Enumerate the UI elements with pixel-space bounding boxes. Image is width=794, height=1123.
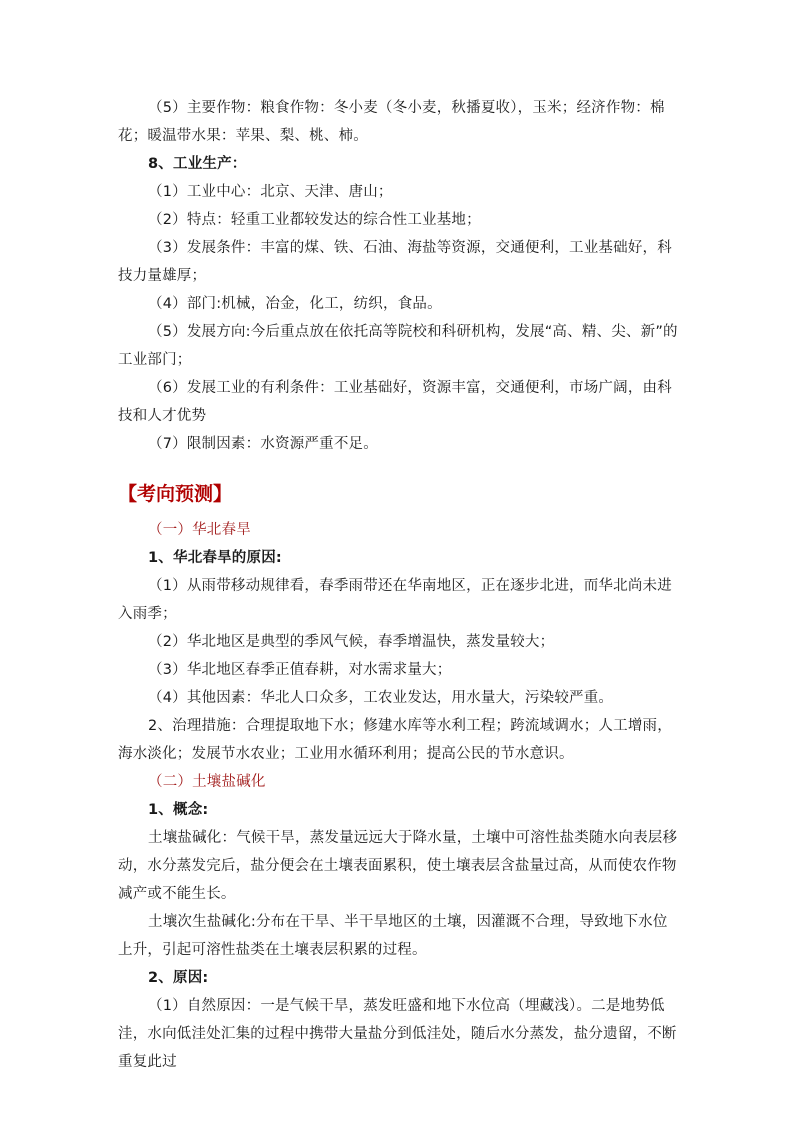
item-salinization-natural-cause: （1）自然原因：一是气候干旱，蒸发旺盛和地下水位高（埋藏浅）。二是地势低洼，水向低洼处汇集的过程中携带大量盐分到低洼处，随后水分蒸发，盐分遗留，不断重复此过 [118,998,677,1070]
document-page [118,94,682,1076]
subsection-title-salinization: （二）土壤盐碱化 [148,774,266,790]
heading-salinization-causes: 2、原因: [148,970,209,986]
item-industry-conditions: （3）发展条件：丰富的煤、铁、石油、海盐等资源，交通便利，工业基础好，科技力量雄厚； [118,240,672,284]
heading-salinization-concept: 1、概念: [148,802,209,818]
item-drought-cause-2: （2）华北地区是典型的季风气候，春季增温快，蒸发量较大； [148,634,555,650]
item-industry-sectors: （4）部门:机械，冶金，化工，纺织，食品。 [148,296,442,312]
item-industry-advantages: （6）发展工业的有利条件：工业基础好，资源丰富，交通便利，市场广阔，由科技和人才优势 [118,380,672,424]
item-drought-cause-4: （4）其他因素：华北人口众多，工农业发达，用水量大，污染较严重。 [148,690,614,706]
paragraph-secondary-salinization: 土壤次生盐碱化:分布在干旱、半干旱地区的土壤，因灌溉不合理，导致地下水位上升，引起可溶性盐类在土壤表层积累的过程。 [118,914,668,958]
subsection-title-drought: （一）华北春旱 [148,522,251,538]
paragraph-salinization-definition: 土壤盐碱化：气候干旱，蒸发量远远大于降水量，土壤中可溶性盐类随水向表层移动，水分蒸发完后，盐分便会在土壤表面累积，使土壤表层含盐量过高，从而使农作物减产或不能生长。 [118,830,678,902]
paragraph-crops: （5）主要作物：粮食作物：冬小麦（冬小麦，秋播夏收），玉米；经济作物：棉花；暖温带水果：苹果、梨、桃、柿。 [118,100,665,144]
item-industry-limits: （7）限制因素：水资源严重不足。 [148,436,378,452]
item-industry-centers: （1）工业中心：北京、天津、唐山； [148,184,393,200]
heading-drought-causes: 1、华北春旱的原因: [148,550,282,566]
section-title: 【考向预测】 [118,483,233,505]
item-drought-cause-3: （3）华北地区春季正值春耕，对水需求量大； [148,662,452,678]
item-industry-direction: （5）发展方向:今后重点放在依托高等院校和科研机构，发展“高、精、尖、新”的工业部门； [118,324,678,368]
paragraph-drought-measures: 2、治理措施：合理提取地下水；修建水库等水利工程；跨流域调水；人工增雨，海水淡化；发展节水农业；工业用水循环利用；提高公民的节水意识。 [118,718,672,762]
heading-industry: 8、工业生产： [148,156,247,172]
item-drought-cause-1: （1）从雨带移动规律看，春季雨带还在华南地区，正在逐步北进，而华北尚未进入雨季； [118,578,672,622]
item-industry-features: （2）特点：轻重工业都较发达的综合性工业基地； [148,212,481,228]
